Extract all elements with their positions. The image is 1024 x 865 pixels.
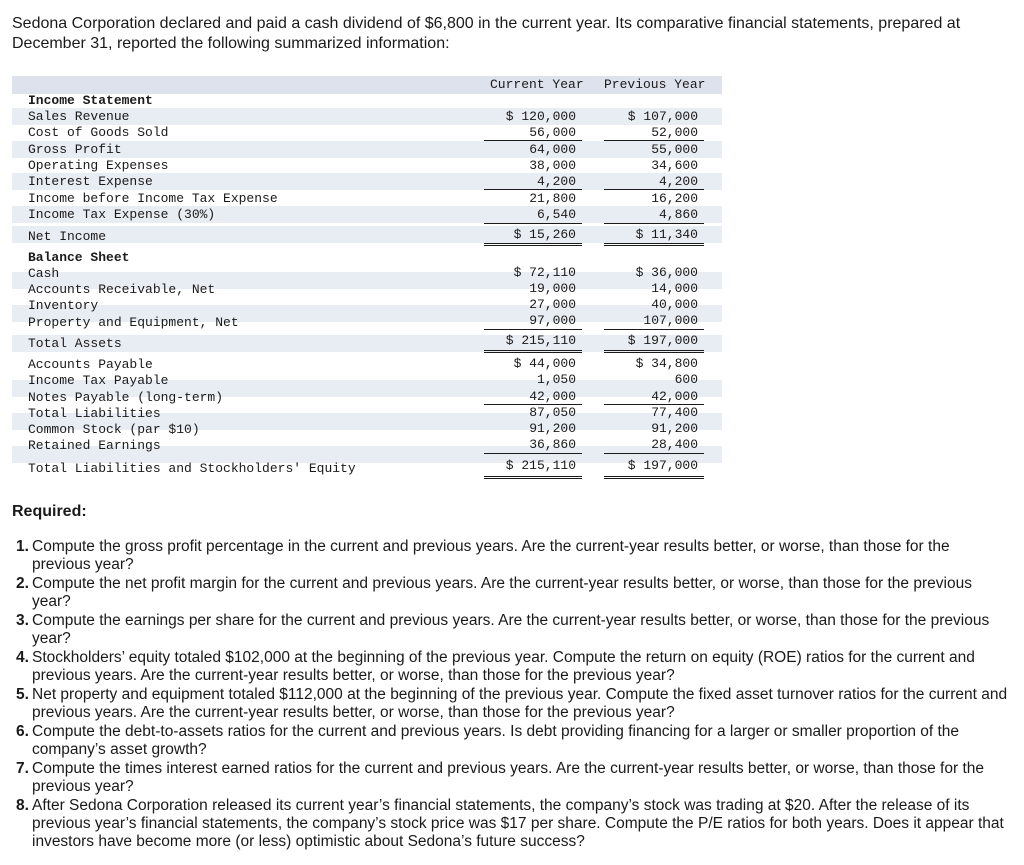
question-text: Stockholders’ equity totaled $102,000 at the beginning of the previous year. Compute the return on equity (ROE) ratios for the current and previous years. Are the current-year results better, or worse, than those for the previous year? — [32, 649, 975, 684]
cell-current: 38,000 — [529, 158, 576, 173]
cell-previous: $ 107,000 — [627, 109, 698, 124]
cell-current: $ 120,000 — [505, 109, 576, 124]
cell-previous: 55,000 — [651, 142, 698, 157]
question-number: 1. — [16, 538, 29, 555]
problem-intro: Sedona Corporation declared and paid a cash dividend of $6,800 in the current year. Its comparative financial statements, prepared at December 31, reported the following summarized information: — [12, 15, 961, 52]
balance-sheet-heading: Balance Sheet — [28, 250, 130, 265]
cell-previous: 91,200 — [651, 421, 698, 436]
cell-previous: $ 36,000 — [635, 265, 698, 280]
cell-previous: $ 197,000 — [627, 333, 698, 348]
question-number: 6. — [16, 723, 29, 740]
cell-previous: 14,000 — [651, 281, 698, 296]
list-item — [12, 760, 1012, 796]
row-label: Income before Income Tax Expense — [28, 191, 278, 206]
cell-previous: $ 197,000 — [627, 458, 698, 473]
question-list — [12, 538, 1012, 852]
cell-current: 42,000 — [529, 389, 576, 404]
row-label: Common Stock (par $10) — [28, 422, 200, 437]
cell-current: $ 44,000 — [513, 356, 576, 371]
cell-current: 56,000 — [529, 125, 576, 140]
cell-previous: 42,000 — [651, 389, 698, 404]
question-text: After Sedona Corporation released its current year’s financial statements, the company’s stock was trading at $20. After the release of its previous year’s financial statements, the company’s stock price was $17 per share. Compute the P/E ratios for both years. Does it appear that investors have become more (or less) optimistic about Sedona’s future success? — [32, 797, 1004, 850]
row-label: Retained Earnings — [28, 438, 161, 453]
list-item — [12, 649, 1012, 685]
column-header-previous-year: Previous Year — [604, 77, 706, 92]
row-label: Accounts Receivable, Net — [28, 282, 216, 297]
cell-previous: 4,200 — [658, 174, 698, 189]
cell-current: 97,000 — [529, 313, 576, 328]
row-label: Total Assets — [28, 336, 122, 351]
row-label: Total Liabilities — [28, 406, 161, 421]
cell-previous: 600 — [674, 372, 698, 387]
cell-previous: 77,400 — [651, 405, 698, 420]
required-heading: Required: — [12, 503, 87, 520]
cell-current: 36,860 — [529, 437, 576, 452]
cell-current: 91,200 — [529, 421, 576, 436]
row-label: Income Tax Expense (30%) — [28, 207, 216, 222]
question-text: Compute the debt-to-assets ratios for the current and previous years. Is debt providing financing for a larger or smaller proportion of the company’s asset growth? — [32, 723, 960, 758]
list-item — [12, 797, 1012, 851]
question-text: Compute the times interest earned ratios for the current and previous years. Are the current-year results better, or worse, than those for the previous year? — [32, 760, 985, 795]
cell-current: $ 215,110 — [505, 458, 576, 473]
question-number: 8. — [16, 797, 29, 814]
question-text: Compute the earnings per share for the current and previous years. Are the current-year results better, or worse, than those for the previous year? — [32, 612, 990, 647]
row-label: Gross Profit — [28, 142, 122, 157]
cell-current: 87,050 — [529, 405, 576, 420]
cell-current: 6,540 — [536, 207, 576, 222]
cell-current: $ 15,260 — [513, 227, 576, 242]
row-label: Property and Equipment, Net — [28, 315, 239, 330]
cell-current: 4,200 — [536, 174, 576, 189]
income-statement-heading: Income Statement — [28, 93, 153, 108]
list-item — [12, 612, 1012, 648]
row-label: Accounts Payable — [28, 357, 153, 372]
cell-current: 1,050 — [536, 372, 576, 387]
question-number: 3. — [16, 612, 29, 629]
row-label: Sales Revenue — [28, 109, 130, 124]
cell-previous: 16,200 — [651, 191, 698, 206]
column-header-current-year: Current Year — [490, 77, 584, 92]
cell-current: 27,000 — [529, 297, 576, 312]
cell-previous: 34,600 — [651, 158, 698, 173]
question-number: 5. — [16, 686, 29, 703]
row-label: Net Income — [28, 229, 107, 244]
cell-previous: 4,860 — [658, 207, 698, 222]
list-item — [12, 575, 1012, 611]
list-item — [12, 723, 1012, 759]
cell-previous: 107,000 — [643, 313, 698, 328]
question-number: 4. — [16, 649, 29, 666]
row-label: Cash — [28, 266, 60, 281]
row-label: Interest Expense — [28, 174, 153, 189]
question-text: Compute the gross profit percentage in the current and previous years. Are the current-year results better, or worse, than those for the previous year? — [32, 538, 950, 573]
question-number: 7. — [16, 760, 29, 777]
cell-current: 21,800 — [529, 191, 576, 206]
list-item — [12, 538, 1012, 574]
cell-previous: 28,400 — [651, 437, 698, 452]
row-label: Operating Expenses — [28, 158, 169, 173]
row-label: Income Tax Payable — [28, 373, 169, 388]
cell-current: $ 215,110 — [505, 333, 576, 348]
cell-previous: 52,000 — [651, 125, 698, 140]
cell-current: $ 72,110 — [513, 265, 576, 280]
financial-statements-table — [12, 76, 722, 486]
list-item — [12, 686, 1012, 722]
cell-previous: $ 34,800 — [635, 356, 698, 371]
cell-current: 19,000 — [529, 281, 576, 296]
row-label: Cost of Goods Sold — [28, 125, 169, 140]
question-text: Compute the net profit margin for the current and previous years. Are the current-year results better, or worse, than those for the previous year? — [32, 575, 972, 610]
cell-previous: $ 11,340 — [635, 227, 698, 242]
question-text: Net property and equipment totaled $112,000 at the beginning of the previous year. Compute the fixed asset turnover ratios for the current and previous years. Are the current-year results better, or worse, than those for the previous year? — [32, 686, 1008, 721]
row-label: Inventory — [28, 298, 99, 313]
row-label: Notes Payable (long-term) — [28, 390, 224, 405]
question-number: 2. — [16, 575, 29, 592]
row-label: Total Liabilities and Stockholders' Equity — [28, 461, 356, 476]
cell-current: 64,000 — [529, 142, 576, 157]
cell-previous: 40,000 — [651, 297, 698, 312]
